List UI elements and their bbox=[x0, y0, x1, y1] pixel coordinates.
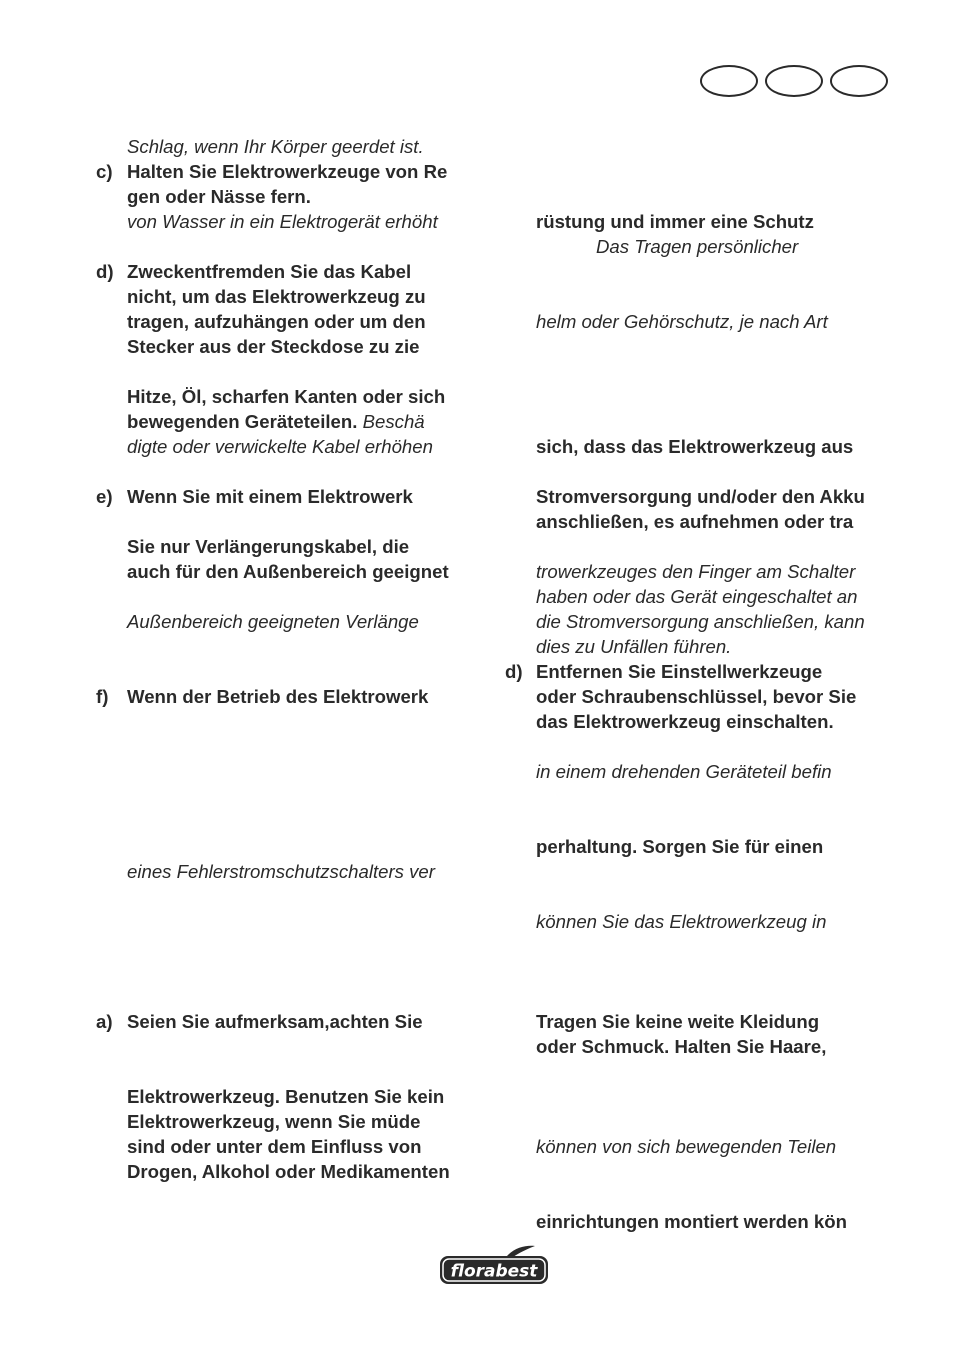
logo-text: florabest bbox=[450, 1261, 538, 1282]
language-oval-1 bbox=[700, 65, 758, 97]
text-line: tragen, aufzuhängen oder um den bbox=[127, 311, 426, 332]
text-line: Tragen Sie keine weite Kleidung bbox=[536, 1011, 820, 1032]
text-line: Wenn Sie mit einem Elektrowerk bbox=[127, 486, 413, 507]
text-line: oder Schmuck. Halten Sie Haare, bbox=[536, 1036, 827, 1057]
text-line: rüstung und immer eine Schutz bbox=[536, 211, 814, 232]
text-line: sich, dass das Elektrowerkzeug aus bbox=[536, 436, 854, 457]
text-line: haben oder das Gerät eingeschaltet an bbox=[536, 586, 858, 607]
text-line: Hitze, Öl, scharfen Kanten oder sich bbox=[127, 386, 446, 407]
text-line: einrichtungen montiert werden kön bbox=[536, 1211, 847, 1232]
text-line: können von sich bewegenden Teilen bbox=[536, 1136, 837, 1157]
text-line: Das Tragen persönlicher bbox=[596, 236, 799, 257]
italic-segment: Beschä bbox=[357, 411, 425, 432]
text-line: Elektrowerkzeug. Benutzen Sie kein bbox=[127, 1086, 445, 1107]
text-line: Halten Sie Elektrowerkzeuge von Re bbox=[127, 161, 448, 182]
text-line: Stromversorgung und/oder den Akku bbox=[536, 486, 865, 507]
text-line: Zweckentfremden Sie das Kabel bbox=[127, 261, 412, 282]
item-label-f: f) bbox=[96, 686, 109, 707]
text-line: das Elektrowerkzeug einschalten. bbox=[536, 711, 834, 732]
item-label-d: d) bbox=[505, 661, 523, 682]
text-line: oder Schraubenschlüssel, bevor Sie bbox=[536, 686, 857, 707]
logo-leaf bbox=[507, 1246, 535, 1257]
text-line: von Wasser in ein Elektrogerät erhöht bbox=[127, 211, 438, 232]
text-line: Stecker aus der Steckdose zu zie bbox=[127, 336, 420, 357]
text-line: Drogen, Alkohol oder Medikamenten bbox=[127, 1161, 450, 1182]
item-label-c: c) bbox=[96, 161, 113, 182]
text-line: in einem drehenden Geräteteil befin bbox=[536, 761, 832, 782]
text-line: nicht, um das Elektrowerkzeug zu bbox=[127, 286, 426, 307]
text-line: Außenbereich geeigneten Verlänge bbox=[127, 611, 419, 632]
text-line: die Stromversorgung anschließen, kann bbox=[536, 611, 865, 632]
text-line: Sie nur Verlängerungskabel, die bbox=[127, 536, 410, 557]
text-line-mixed bbox=[127, 409, 425, 434]
text-line: Schlag, wenn Ihr Körper geerdet ist. bbox=[127, 136, 424, 157]
text-line: gen oder Nässe fern. bbox=[127, 186, 311, 207]
text-line: eines Fehlerstromschutzschalters ver bbox=[127, 861, 435, 882]
text-line: trowerkzeuges den Finger am Schalter bbox=[536, 561, 856, 582]
text-line: digte oder verwickelte Kabel erhöhen bbox=[127, 436, 433, 457]
bold-segment: bewegenden Geräteteilen. bbox=[127, 411, 358, 432]
language-oval-3 bbox=[830, 65, 888, 97]
text-line: perhaltung. Sorgen Sie für einen bbox=[536, 836, 824, 857]
text-line: Seien Sie aufmerksam,achten Sie bbox=[127, 1011, 423, 1032]
text-line: helm oder Gehörschutz, je nach Art bbox=[536, 311, 828, 332]
text-line: Entfernen Sie Einstellwerkzeuge bbox=[536, 661, 823, 682]
text-line: sind oder unter dem Einfluss von bbox=[127, 1136, 422, 1157]
text-line: anschließen, es aufnehmen oder tra bbox=[536, 511, 854, 532]
item-label-d: d) bbox=[96, 261, 114, 282]
text-line: Wenn der Betrieb des Elektrowerk bbox=[127, 686, 429, 707]
text-line: auch für den Außenbereich geeignet bbox=[127, 561, 449, 582]
item-label-a: a) bbox=[96, 1011, 113, 1032]
item-label-e: e) bbox=[96, 486, 113, 507]
text-line: Elektrowerkzeug, wenn Sie müde bbox=[127, 1111, 421, 1132]
text-line: dies zu Unfällen führen. bbox=[536, 636, 732, 657]
florabest-logo bbox=[437, 1243, 551, 1289]
language-oval-2 bbox=[765, 65, 823, 97]
text-line: können Sie das Elektrowerkzeug in bbox=[536, 911, 827, 932]
